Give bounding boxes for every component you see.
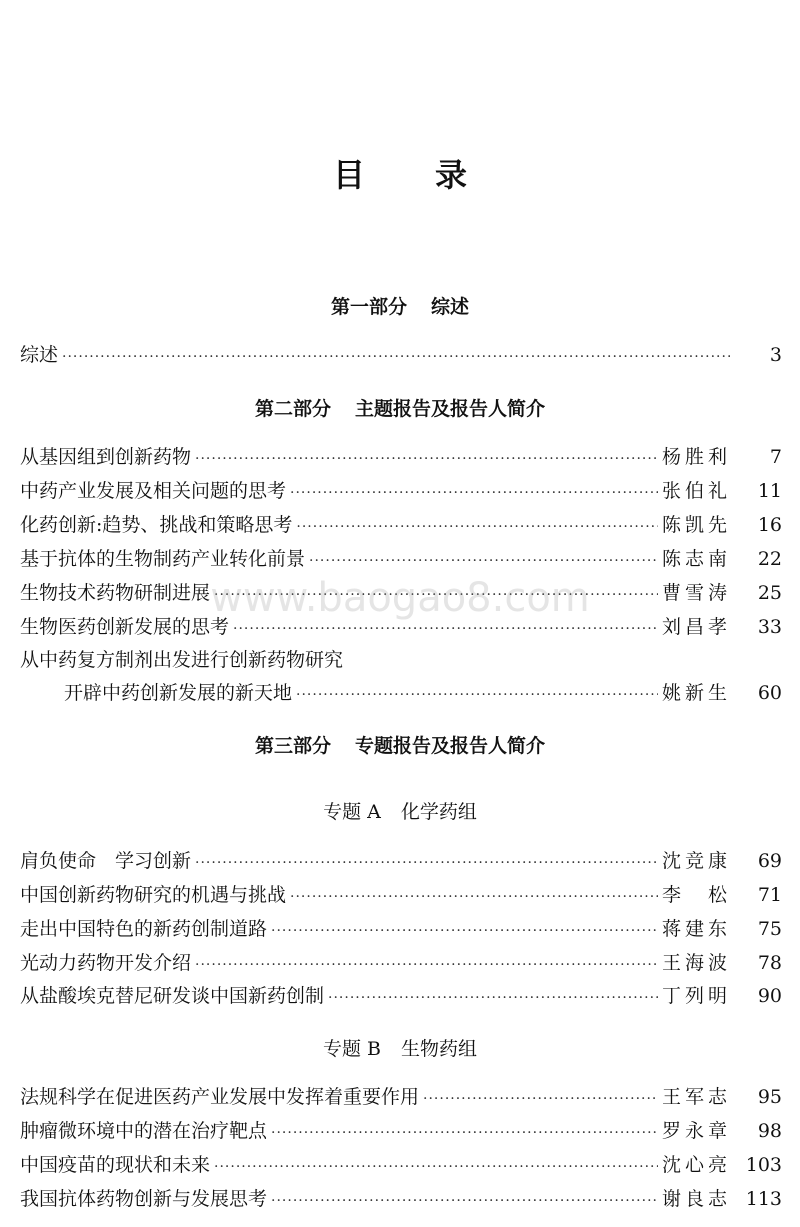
toc-entry-author: 陈志南 bbox=[662, 548, 732, 570]
toc-entry-page: 11 bbox=[757, 480, 782, 502]
toc-entry-title: 中国创新药物研究的机遇与挑战 bbox=[20, 884, 287, 906]
toc-entry-title: 从盐酸埃克替尼研发谈中国新药创制 bbox=[20, 985, 325, 1007]
toc-entry-page: 75 bbox=[757, 918, 782, 940]
topic-a-heading: 专题 A 化学药组 bbox=[323, 801, 477, 823]
toc-entry[interactable] bbox=[20, 1116, 782, 1146]
toc-entry-page: 103 bbox=[745, 1154, 782, 1176]
toc-entry-author: 蒋建东 bbox=[662, 918, 732, 940]
toc-entry-page: 90 bbox=[757, 985, 782, 1007]
toc-entry[interactable] bbox=[20, 981, 782, 1011]
part3-heading: 第三部分 专题报告及报告人简介 bbox=[254, 735, 546, 757]
toc-entry-author: 王军志 bbox=[662, 1086, 732, 1108]
toc-entry-page: 25 bbox=[757, 582, 782, 604]
toc-entry[interactable] bbox=[20, 1082, 782, 1112]
toc-leader bbox=[214, 1152, 658, 1182]
toc-entry-title: 光动力药物开发介绍 bbox=[20, 952, 192, 974]
toc-leader bbox=[233, 614, 658, 644]
toc-entry-author: 沈竞康 bbox=[662, 850, 732, 872]
toc-leader bbox=[271, 1118, 658, 1148]
toc-entry[interactable] bbox=[20, 914, 782, 944]
toc-entry-title: 我国抗体药物创新与发展思考 bbox=[20, 1188, 268, 1210]
toc-entry-title: 从基因组到创新药物 bbox=[20, 446, 192, 468]
toc-entry-page: 71 bbox=[757, 884, 782, 906]
page-title bbox=[0, 150, 800, 196]
toc-entry-page: 98 bbox=[757, 1120, 782, 1142]
toc-entry-author: 杨胜利 bbox=[662, 446, 732, 468]
toc-leader bbox=[195, 950, 658, 980]
toc-entry-page: 78 bbox=[757, 952, 782, 974]
toc-entry-page: 69 bbox=[757, 850, 782, 872]
toc-entry-title: 从中药复方制剂出发进行创新药物研究 bbox=[20, 649, 344, 671]
toc-entry[interactable] bbox=[20, 476, 782, 506]
topic-b-heading: 专题 B 生物药组 bbox=[322, 1038, 478, 1060]
page-title-left: 目 bbox=[332, 156, 365, 194]
toc-entry-title: 中药产业发展及相关问题的思考 bbox=[20, 480, 287, 502]
toc-leader bbox=[195, 848, 658, 878]
toc-leader bbox=[214, 580, 658, 610]
toc-entry-title: 生物技术药物研制进展 bbox=[20, 582, 211, 604]
toc-entry[interactable] bbox=[64, 678, 782, 708]
toc-entry[interactable] bbox=[20, 948, 782, 978]
toc-entry-title: 综述 bbox=[20, 344, 59, 366]
toc-entry[interactable] bbox=[20, 442, 782, 472]
toc-entry[interactable] bbox=[20, 544, 782, 574]
toc-entry-title: 肿瘤微环境中的潜在治疗靶点 bbox=[20, 1120, 268, 1142]
toc-entry-page: 16 bbox=[757, 514, 782, 536]
toc-entry-title: 肩负使命 学习创新 bbox=[20, 850, 192, 872]
toc-entry-author: 张伯礼 bbox=[662, 480, 732, 502]
toc-entry-page: 113 bbox=[745, 1188, 782, 1210]
toc-entry-author: 姚新生 bbox=[662, 682, 732, 704]
toc-entry-author: 曹雪涛 bbox=[662, 582, 732, 604]
toc-entry[interactable] bbox=[20, 510, 782, 540]
toc-entry-page: 33 bbox=[757, 616, 782, 638]
toc-entry-author: 谢良志 bbox=[662, 1188, 732, 1210]
toc-entry-page: 95 bbox=[757, 1086, 782, 1108]
toc-entry[interactable] bbox=[20, 846, 782, 876]
watermark: www.baogao8.com bbox=[210, 575, 590, 621]
toc-entry-title: 基于抗体的生物制药产业转化前景 bbox=[20, 548, 306, 570]
toc-leader bbox=[296, 512, 658, 542]
toc-entry-author: 沈心亮 bbox=[662, 1154, 732, 1176]
toc-entry-author: 王海波 bbox=[662, 952, 732, 974]
toc-entry-title: 化药创新:趋势、挑战和策略思考 bbox=[20, 514, 293, 536]
toc-leader bbox=[62, 342, 730, 372]
toc-entry[interactable] bbox=[20, 578, 782, 608]
page-title-right: 录 bbox=[435, 156, 468, 194]
toc-entry-title: 生物医药创新发展的思考 bbox=[20, 616, 230, 638]
toc-entry-heading-line[interactable] bbox=[20, 645, 782, 675]
toc-entry[interactable] bbox=[20, 612, 782, 642]
toc-entry-author: 陈凯先 bbox=[662, 514, 732, 536]
part1-heading: 第一部分 综述 bbox=[330, 296, 470, 318]
toc-entry-title: 走出中国特色的新药创制道路 bbox=[20, 918, 268, 940]
toc-leader bbox=[328, 983, 658, 1013]
toc-entry-title: 中国疫苗的现状和未来 bbox=[20, 1154, 211, 1176]
toc-entry[interactable] bbox=[20, 1184, 782, 1214]
toc-leader bbox=[195, 444, 658, 474]
part2-heading: 第二部分 主题报告及报告人简介 bbox=[254, 398, 546, 420]
toc-leader bbox=[296, 680, 658, 710]
toc-entry[interactable] bbox=[20, 880, 782, 910]
toc-entry[interactable] bbox=[20, 1150, 782, 1180]
toc-leader bbox=[290, 882, 658, 912]
toc-entry-title: 开辟中药创新发展的新天地 bbox=[64, 682, 293, 704]
toc-entry-author: 罗永章 bbox=[662, 1120, 732, 1142]
toc-entry-page: 3 bbox=[769, 344, 782, 366]
toc-entry-author: 刘昌孝 bbox=[662, 616, 732, 638]
toc-entry-title: 法规科学在促进医药产业发展中发挥着重要作用 bbox=[20, 1086, 420, 1108]
toc-leader bbox=[271, 1186, 658, 1216]
toc-entry-page: 7 bbox=[769, 446, 782, 468]
toc-entry-page: 22 bbox=[757, 548, 782, 570]
toc-entry-overview[interactable] bbox=[20, 340, 782, 370]
toc-leader bbox=[290, 478, 658, 508]
toc-entry-page: 60 bbox=[757, 682, 782, 704]
toc-leader bbox=[309, 546, 658, 576]
toc-leader bbox=[271, 916, 658, 946]
toc-leader bbox=[423, 1084, 658, 1114]
toc-entry-author: 李 松 bbox=[662, 884, 732, 906]
toc-entry-author: 丁列明 bbox=[662, 985, 732, 1007]
